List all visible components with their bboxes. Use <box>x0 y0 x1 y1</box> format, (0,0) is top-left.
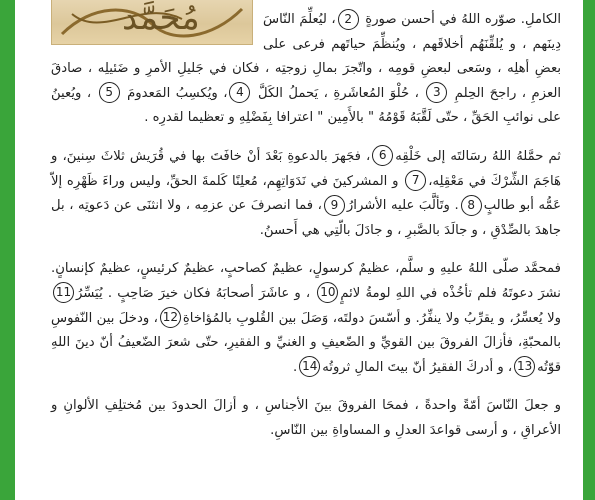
footnote-number-marker: 5 <box>99 82 120 103</box>
paragraph-text: . <box>293 359 298 375</box>
paragraph <box>51 394 561 443</box>
footnote-number-marker: 11 <box>53 282 74 303</box>
footnote-number-marker: 7 <box>405 170 426 191</box>
paragraph-text: و المشركينَ في نَدَوَاتِهِم، مُعلِنًا كَلمةَ الحقِّ، وليس وراءَ ظَهْرِه إلاّ عَمُّه أبو طالبٍ <box>51 173 562 214</box>
paragraph-text: فمحمَّد صلّى اللهُ عليهِ و سلَّم، عظيمٌ كرسولٍ، عظيمٌ كصاحبٍ، عظيمٌ كرئيسٍ، عظيمٌ كإنسانٍ. نشرَ دعوتَهُ فلم تأخُذْه في اللهِ لومةُ لائمٍ <box>51 261 561 301</box>
footnote-number-marker: 3 <box>426 82 447 103</box>
paragraph <box>51 145 561 243</box>
paragraph-text: و جعلَ النّاسَ أمّةً واحدةً ، فمحَا الفروقَ بينَ الأجناسِ ، و أزالَ الحدودَ بين مُختلِفِ الألوانِ و الأعراقِ ، و أرسى قواعدَ العدلِ و المساواةِ بين النّاسِ. <box>51 398 561 438</box>
footnote-number-marker: 12 <box>160 307 181 328</box>
paragraph-text: ، ليُعلِّمَ النّاسَ دِينَهم ، و يُلقِّنَهُم أخلاقَهم ، ويُنظِّمَ حياتَهم فرعى على بعضِ أهلِه ، وسَعى لبعضِ قومِه ، واتّجرَ بمالِ زوجتِه ، فكان في جَليلِ الأمرِ و ضَئيلِه ، صادقَ العزمِ ، راجحَ الحِلمِ <box>51 12 562 101</box>
paragraph-text: ، ويُكسِبُ المَعدومَ <box>121 85 228 101</box>
footnote-number-marker: 10 <box>317 282 338 303</box>
paragraph-text: ، و عاشَرَ أصحابَهُ فكان خيرَ صَاحِبٍ . يُيَسِّرُ <box>76 285 316 301</box>
paragraph-text: ، فما انصرفَ عن عزمِه ، ولا انثنَى عن دَعوتِه ، بل جاهدَ بالصِّدْقِ ، و جالَدَ بالصَّبرِ ، و جادَلَ بالّتِي هي أَحسنُ. <box>51 198 561 238</box>
paragraph <box>51 257 561 380</box>
footnote-number-marker: 13 <box>514 356 535 377</box>
article-body <box>51 8 561 458</box>
paragraph-text: ، ويُعينُ على نوائبِ الحَقِّ ، حتّى لَقَّبَهُ قَوْمُهُ " بالأَمِين " اعترافا بِفَضْلِهِ و تعظيما لقدرِه . <box>51 85 561 126</box>
calligraphy-spacer <box>51 8 263 48</box>
footnote-number-marker: 9 <box>324 195 345 216</box>
calligraphy-text: مُحَمَّد <box>122 0 200 38</box>
footnote-number-marker: 8 <box>461 195 482 216</box>
paragraph-text: الكاملِ. صوّره اللهُ في أحسن صورةٍ <box>360 12 561 27</box>
footnote-number-marker: 14 <box>299 356 320 377</box>
paragraph-text: ، و أدركَ الفقيرُ أنّ بيتَ المالِ ثروتُه <box>322 359 513 375</box>
footnote-number-marker: 4 <box>229 82 250 103</box>
paragraph-text: ، ودخلَ بين النّفوسِ بالمحبّةِ، فأزالَ الفروقَ بين القويِّ و الضّعيفِ و الغنيِّ و الفقيرِ، حتّى شعرَ الضّعيفُ أنّ دينَ اللهِ قوّتُه <box>51 310 561 375</box>
paragraph-text: ثم حمَّلهُ اللهُ رسَالتَه إلى خَلْقِه <box>395 148 561 164</box>
paragraph-text: . وتَألَّبَ عليه الأشرارُ <box>346 198 459 214</box>
paragraph-text: ، فجَهرَ بالدعوةِ بَعْدَ أنْ خافَتَ بها في قُرَيش ثلاثَ سِنينَ، و هَاجَمَ الشِّرْكَ في مَعْقِلِه، <box>51 148 561 189</box>
paragraph-text: ولا يُعسِّرُ، و يقرِّبُ ولا ينفِّرُ. و أسّسَ دولتَه، وَصَلَ بين القُلوبِ بالمُؤاخاةِ <box>182 310 561 326</box>
footnote-number-marker: 6 <box>372 145 393 166</box>
footnote-number-marker: 2 <box>338 9 359 30</box>
paragraph-text: ، حُلْوَ المُعاشَرةِ ، يَحملُ الكَلَّ <box>252 85 425 101</box>
